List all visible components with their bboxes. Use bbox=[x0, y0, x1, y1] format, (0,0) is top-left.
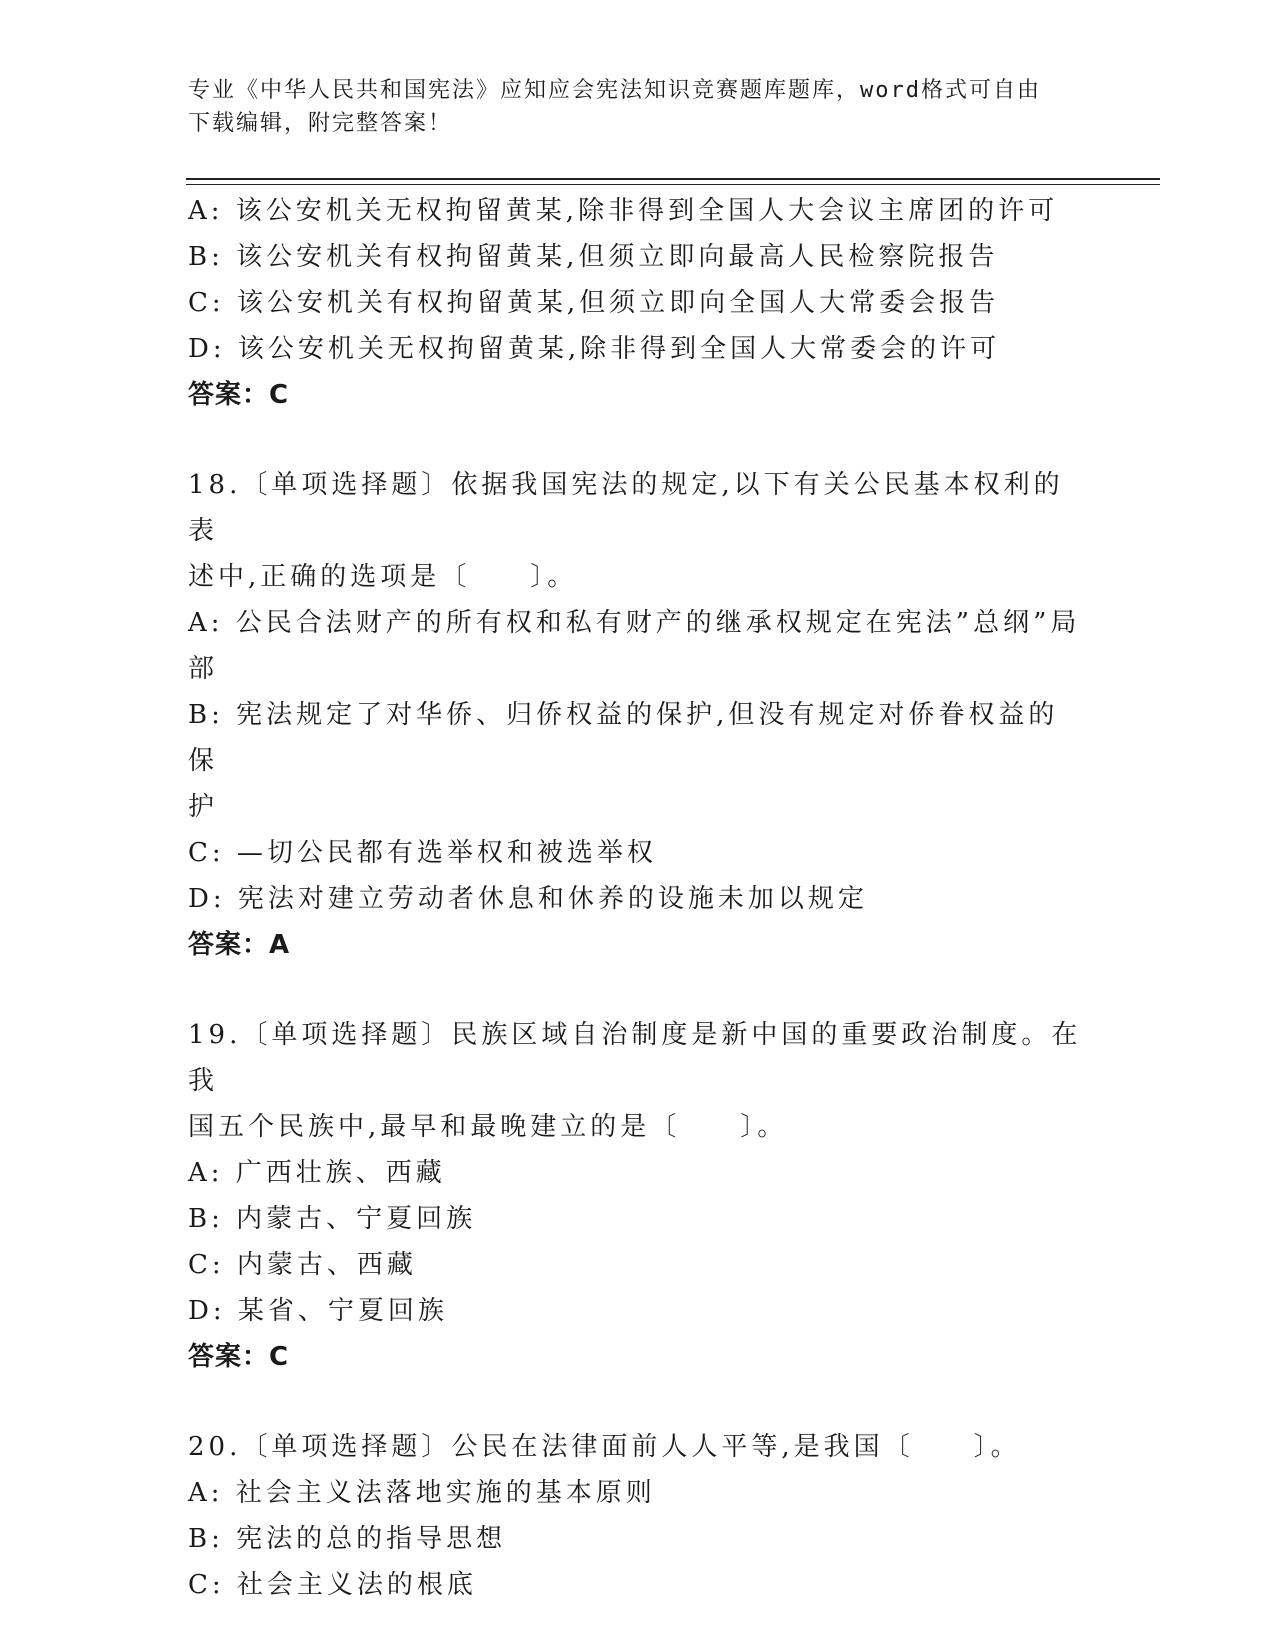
header-line-2: 下载编辑，附完整答案！ bbox=[188, 111, 453, 136]
q18-option-b-cont: 护 bbox=[188, 792, 219, 822]
q18-stem-line-2: 述中,正确的选项是〔 〕。 bbox=[188, 562, 578, 592]
document-header bbox=[188, 74, 1088, 140]
spacer bbox=[188, 418, 1088, 462]
q18-option-c: C: —切公民都有选举权和被选举权 bbox=[188, 838, 657, 868]
question-18-block bbox=[188, 462, 1088, 968]
q20-option-b: B: 宪法的总的指导思想 bbox=[188, 1524, 507, 1554]
q20-option-a: A: 社会主义法落地实施的基本原则 bbox=[188, 1478, 656, 1508]
q18-option-d: D: 宪法对建立劳动者休息和休养的设施未加以规定 bbox=[188, 884, 868, 914]
q17-option-c: C: 该公安机关有权拘留黄某,但须立即向全国人大常委会报告 bbox=[188, 288, 1000, 318]
q18-stem-line-1: 18.〔单项选择题〕依据我国宪法的规定,以下有关公民基本权利的表 bbox=[188, 470, 1064, 546]
question-17-block bbox=[188, 188, 1088, 418]
q19-option-c: C: 内蒙古、西藏 bbox=[188, 1250, 417, 1280]
q17-answer: 答案：C bbox=[188, 380, 290, 410]
q19-answer: 答案：C bbox=[188, 1342, 290, 1372]
q18-option-a: A: 公民合法财产的所有权和私有财产的继承权规定在宪法”总纲”局 bbox=[188, 608, 1081, 638]
question-20-block bbox=[188, 1424, 1088, 1608]
q19-option-a: A: 广西壮族、西藏 bbox=[188, 1158, 446, 1188]
q17-option-d: D: 该公安机关无权拘留黄某,除非得到全国人大常委会的许可 bbox=[188, 334, 1001, 364]
question-content bbox=[188, 188, 1088, 1608]
q19-stem-line-2: 国五个民族中,最早和最晚建立的是〔 〕。 bbox=[188, 1112, 788, 1142]
q18-option-a-cont: 部 bbox=[188, 654, 219, 684]
q20-stem-line-1: 20.〔单项选择题〕公民在法律面前人人平等,是我国〔 〕。 bbox=[188, 1432, 1021, 1462]
q18-option-b: B: 宪法规定了对华侨、归侨权益的保护,但没有规定对侨眷权益的保 bbox=[188, 700, 1059, 776]
header-divider-thin bbox=[186, 184, 1160, 185]
q19-stem-line-1: 19.〔单项选择题〕民族区域自治制度是新中国的重要政治制度。在我 bbox=[188, 1020, 1082, 1096]
q17-option-b: B: 该公安机关有权拘留黄某,但须立即向最高人民检察院报告 bbox=[188, 242, 999, 272]
question-19-block bbox=[188, 1012, 1088, 1380]
header-line-1: 专业《中华人民共和国宪法》应知应会宪法知识竞赛题库题库，word格式可自由 bbox=[188, 78, 1041, 103]
spacer bbox=[188, 968, 1088, 1012]
q18-answer: 答案：A bbox=[188, 930, 291, 960]
q17-option-a: A: 该公安机关无权拘留黄某,除非得到全国人大会议主席团的许可 bbox=[188, 196, 1059, 226]
header-divider-thick bbox=[186, 178, 1160, 180]
q19-option-b: B: 内蒙古、宁夏回族 bbox=[188, 1204, 477, 1234]
spacer bbox=[188, 1380, 1088, 1424]
q19-option-d: D: 某省、宁夏回族 bbox=[188, 1296, 448, 1326]
q20-option-c: C: 社会主义法的根底 bbox=[188, 1570, 477, 1600]
